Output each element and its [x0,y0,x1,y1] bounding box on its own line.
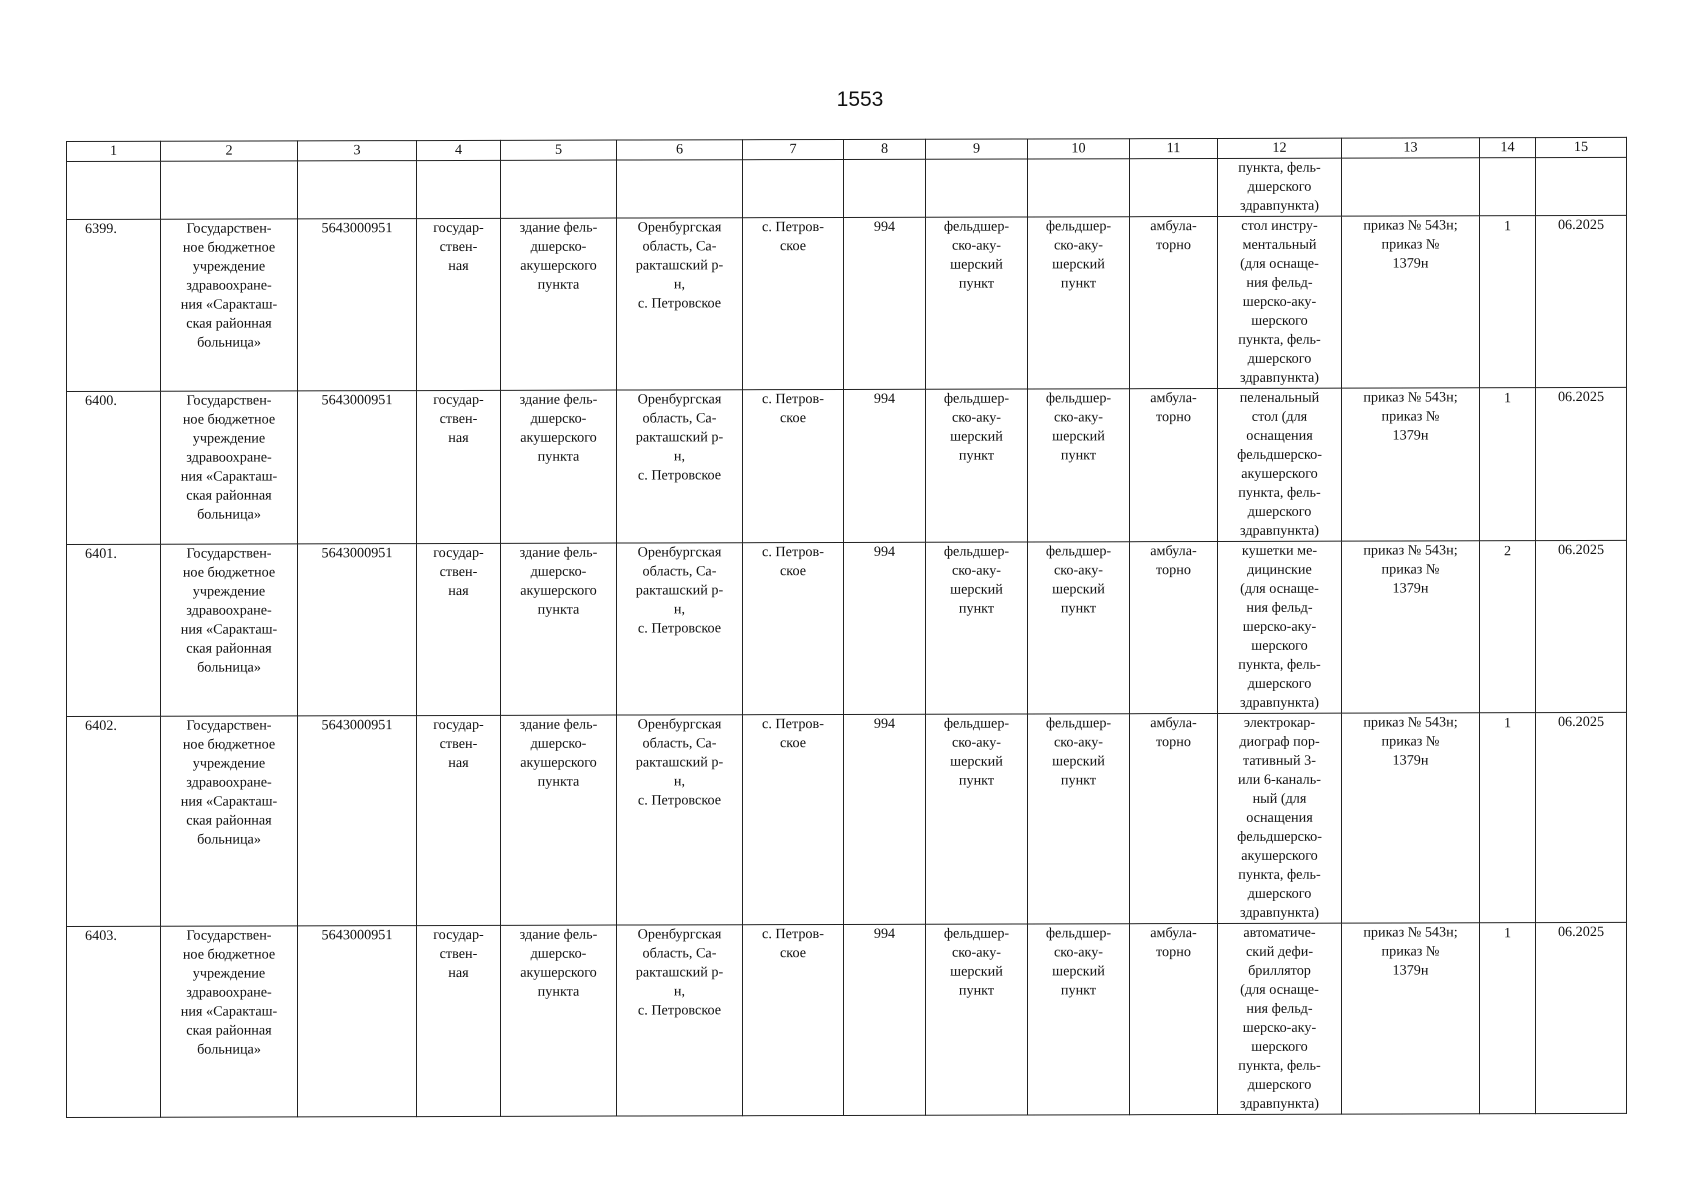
locality-cell: с. Петров- ское [743,924,844,1115]
column-header: 2 [161,141,298,161]
date-cell: 06.2025 [1536,922,1627,1113]
organization-cell: Государствен- ное бюджетное учреждение здравоохране- ния «Саракташ- ская районная больница» [161,926,298,1117]
inn-cell: 5643000951 [298,926,417,1117]
column-header: 14 [1480,138,1536,158]
organization-cell: Государствен- ное бюджетное учреждение здравоохране- ния «Саракташ- ская районная больница» [161,219,298,391]
care-condition-cell: амбула- торно [1130,216,1218,388]
column-header: 11 [1130,138,1218,158]
equipment-cell: пункта, фель- дшерского здравпункта) [1218,158,1342,216]
ownership-cell: государ- ствен- ная [417,543,501,715]
row-number-cell: 6400. [67,391,161,544]
column-header: 5 [501,140,617,160]
facility-type-cell: фельдшер- ско-аку- шерский пункт [1028,924,1130,1115]
address-cell: Оренбургская область, Са- ракташский р- н, с. Петровское [617,390,743,543]
register-table [66,137,1627,1118]
code-cell: 994 [844,389,926,542]
care-condition-cell: амбула- торно [1130,713,1218,923]
ownership-cell: государ- ствен- ная [417,715,501,925]
order-cell: приказ № 543н; приказ № 1379н [1342,388,1480,541]
order-cell: приказ № 543н; приказ № 1379н [1342,923,1480,1114]
building-cell: здание фель- дшерско- акушерского пункта [501,218,617,390]
table-row [67,922,1627,1117]
facility-type-cell: фельдшер- ско-аку- шерский пункт [1028,714,1130,924]
ownership-cell: государ- ствен- ная [417,925,501,1116]
row-number-cell: 6403. [67,926,161,1117]
column-header: 8 [844,139,926,159]
inn-cell: 5643000951 [298,391,417,544]
column-header: 12 [1218,138,1342,158]
equipment-cell: стол инстру- ментальный (для оснаще- ния фельд- шерско-аку- шерского пункта, фель- дшерского здравпункта) [1218,216,1342,388]
organization-cell: Государствен- ное бюджетное учреждение здравоохране- ния «Саракташ- ская районная больница» [161,391,298,544]
continuation-row [67,157,1627,219]
building-cell: здание фель- дшерско- акушерского пункта [501,925,617,1116]
locality-cell: с. Петров- ское [743,542,844,714]
date-cell: 06.2025 [1536,712,1627,922]
table-row [67,387,1627,544]
table-row [67,712,1627,926]
code-cell: 994 [844,217,926,389]
column-header: 6 [617,140,743,160]
building-cell: здание фель- дшерско- акушерского пункта [501,543,617,715]
inn-cell: 5643000951 [298,219,417,391]
facility-type-cell: фельдшер- ско-аку- шерский пункт [1028,389,1130,542]
equipment-cell: электрокар- диограф пор- тативный 3- или 6-каналь- ный (для оснащения фельдшерско- акушерского пункта, фель- дшерского здравпункта) [1218,713,1342,923]
locality-cell: с. Петров- ское [743,389,844,542]
address-cell: Оренбургская область, Са- ракташский р- н, с. Петровское [617,715,743,925]
inn-cell: 5643000951 [298,716,417,926]
quantity-cell: 1 [1480,713,1536,923]
code-cell: 994 [844,714,926,924]
building-cell: здание фель- дшерско- акушерского пункта [501,715,617,925]
quantity-cell: 1 [1480,388,1536,541]
order-cell: приказ № 543н; приказ № 1379н [1342,216,1480,388]
equipment-cell: пеленальный стол (для оснащения фельдшерско- акушерского пункта, фель- дшерского здравпункта) [1218,388,1342,541]
row-number-cell: 6402. [67,716,161,926]
table-row [67,540,1627,716]
quantity-cell: 2 [1480,541,1536,713]
organization-cell: Государствен- ное бюджетное учреждение здравоохране- ния «Саракташ- ская районная больница» [161,716,298,926]
facility-type-cell: фельдшер- ско-аку- шерский пункт [926,217,1028,389]
facility-type-cell: фельдшер- ско-аку- шерский пункт [926,389,1028,542]
column-header: 13 [1342,138,1480,158]
column-header: 9 [926,139,1028,159]
address-cell: Оренбургская область, Са- ракташский р- н, с. Петровское [617,925,743,1116]
care-condition-cell: амбула- торно [1130,541,1218,713]
quantity-cell: 1 [1480,923,1536,1114]
order-cell: приказ № 543н; приказ № 1379н [1342,713,1480,923]
inn-cell: 5643000951 [298,544,417,716]
page-number: 1553 [836,88,884,111]
column-header: 7 [743,139,844,159]
ownership-cell: государ- ствен- ная [417,218,501,390]
code-cell: 994 [844,542,926,714]
column-header: 4 [417,140,501,160]
date-cell: 06.2025 [1536,215,1627,387]
row-number-cell: 6401. [67,544,161,716]
facility-type-cell: фельдшер- ско-аку- шерский пункт [926,924,1028,1115]
table-row [67,215,1627,391]
facility-type-cell: фельдшер- ско-аку- шерский пункт [1028,217,1130,389]
organization-cell: Государствен- ное бюджетное учреждение здравоохране- ния «Саракташ- ская районная больница» [161,544,298,716]
equipment-cell: кушетки ме- дицинские (для оснаще- ния фельд- шерско-аку- шерского пункта, фель- дшерского здравпункта) [1218,541,1342,713]
date-cell: 06.2025 [1536,540,1627,712]
care-condition-cell: амбула- торно [1130,388,1218,541]
facility-type-cell: фельдшер- ско-аку- шерский пункт [926,542,1028,714]
address-cell: Оренбургская область, Са- ракташский р- н, с. Петровское [617,543,743,715]
column-header: 10 [1028,139,1130,159]
code-cell: 994 [844,924,926,1115]
column-header: 3 [298,141,417,161]
locality-cell: с. Петров- ское [743,217,844,389]
care-condition-cell: амбула- торно [1130,923,1218,1114]
column-header: 1 [67,141,161,161]
ownership-cell: государ- ствен- ная [417,390,501,543]
order-cell: приказ № 543н; приказ № 1379н [1342,541,1480,713]
column-header: 15 [1536,137,1627,157]
quantity-cell: 1 [1480,216,1536,388]
row-number-cell: 6399. [67,219,161,391]
locality-cell: с. Петров- ское [743,714,844,924]
facility-type-cell: фельдшер- ско-аку- шерский пункт [1028,542,1130,714]
building-cell: здание фель- дшерско- акушерского пункта [501,390,617,543]
equipment-cell: автоматиче- ский дефи- бриллятор (для оснаще- ния фельд- шерско-аку- шерского пункта, фель- дшерского здравпункта) [1218,923,1342,1114]
facility-type-cell: фельдшер- ско-аку- шерский пункт [926,714,1028,924]
address-cell: Оренбургская область, Са- ракташский р- н, с. Петровское [617,218,743,390]
date-cell: 06.2025 [1536,387,1627,540]
